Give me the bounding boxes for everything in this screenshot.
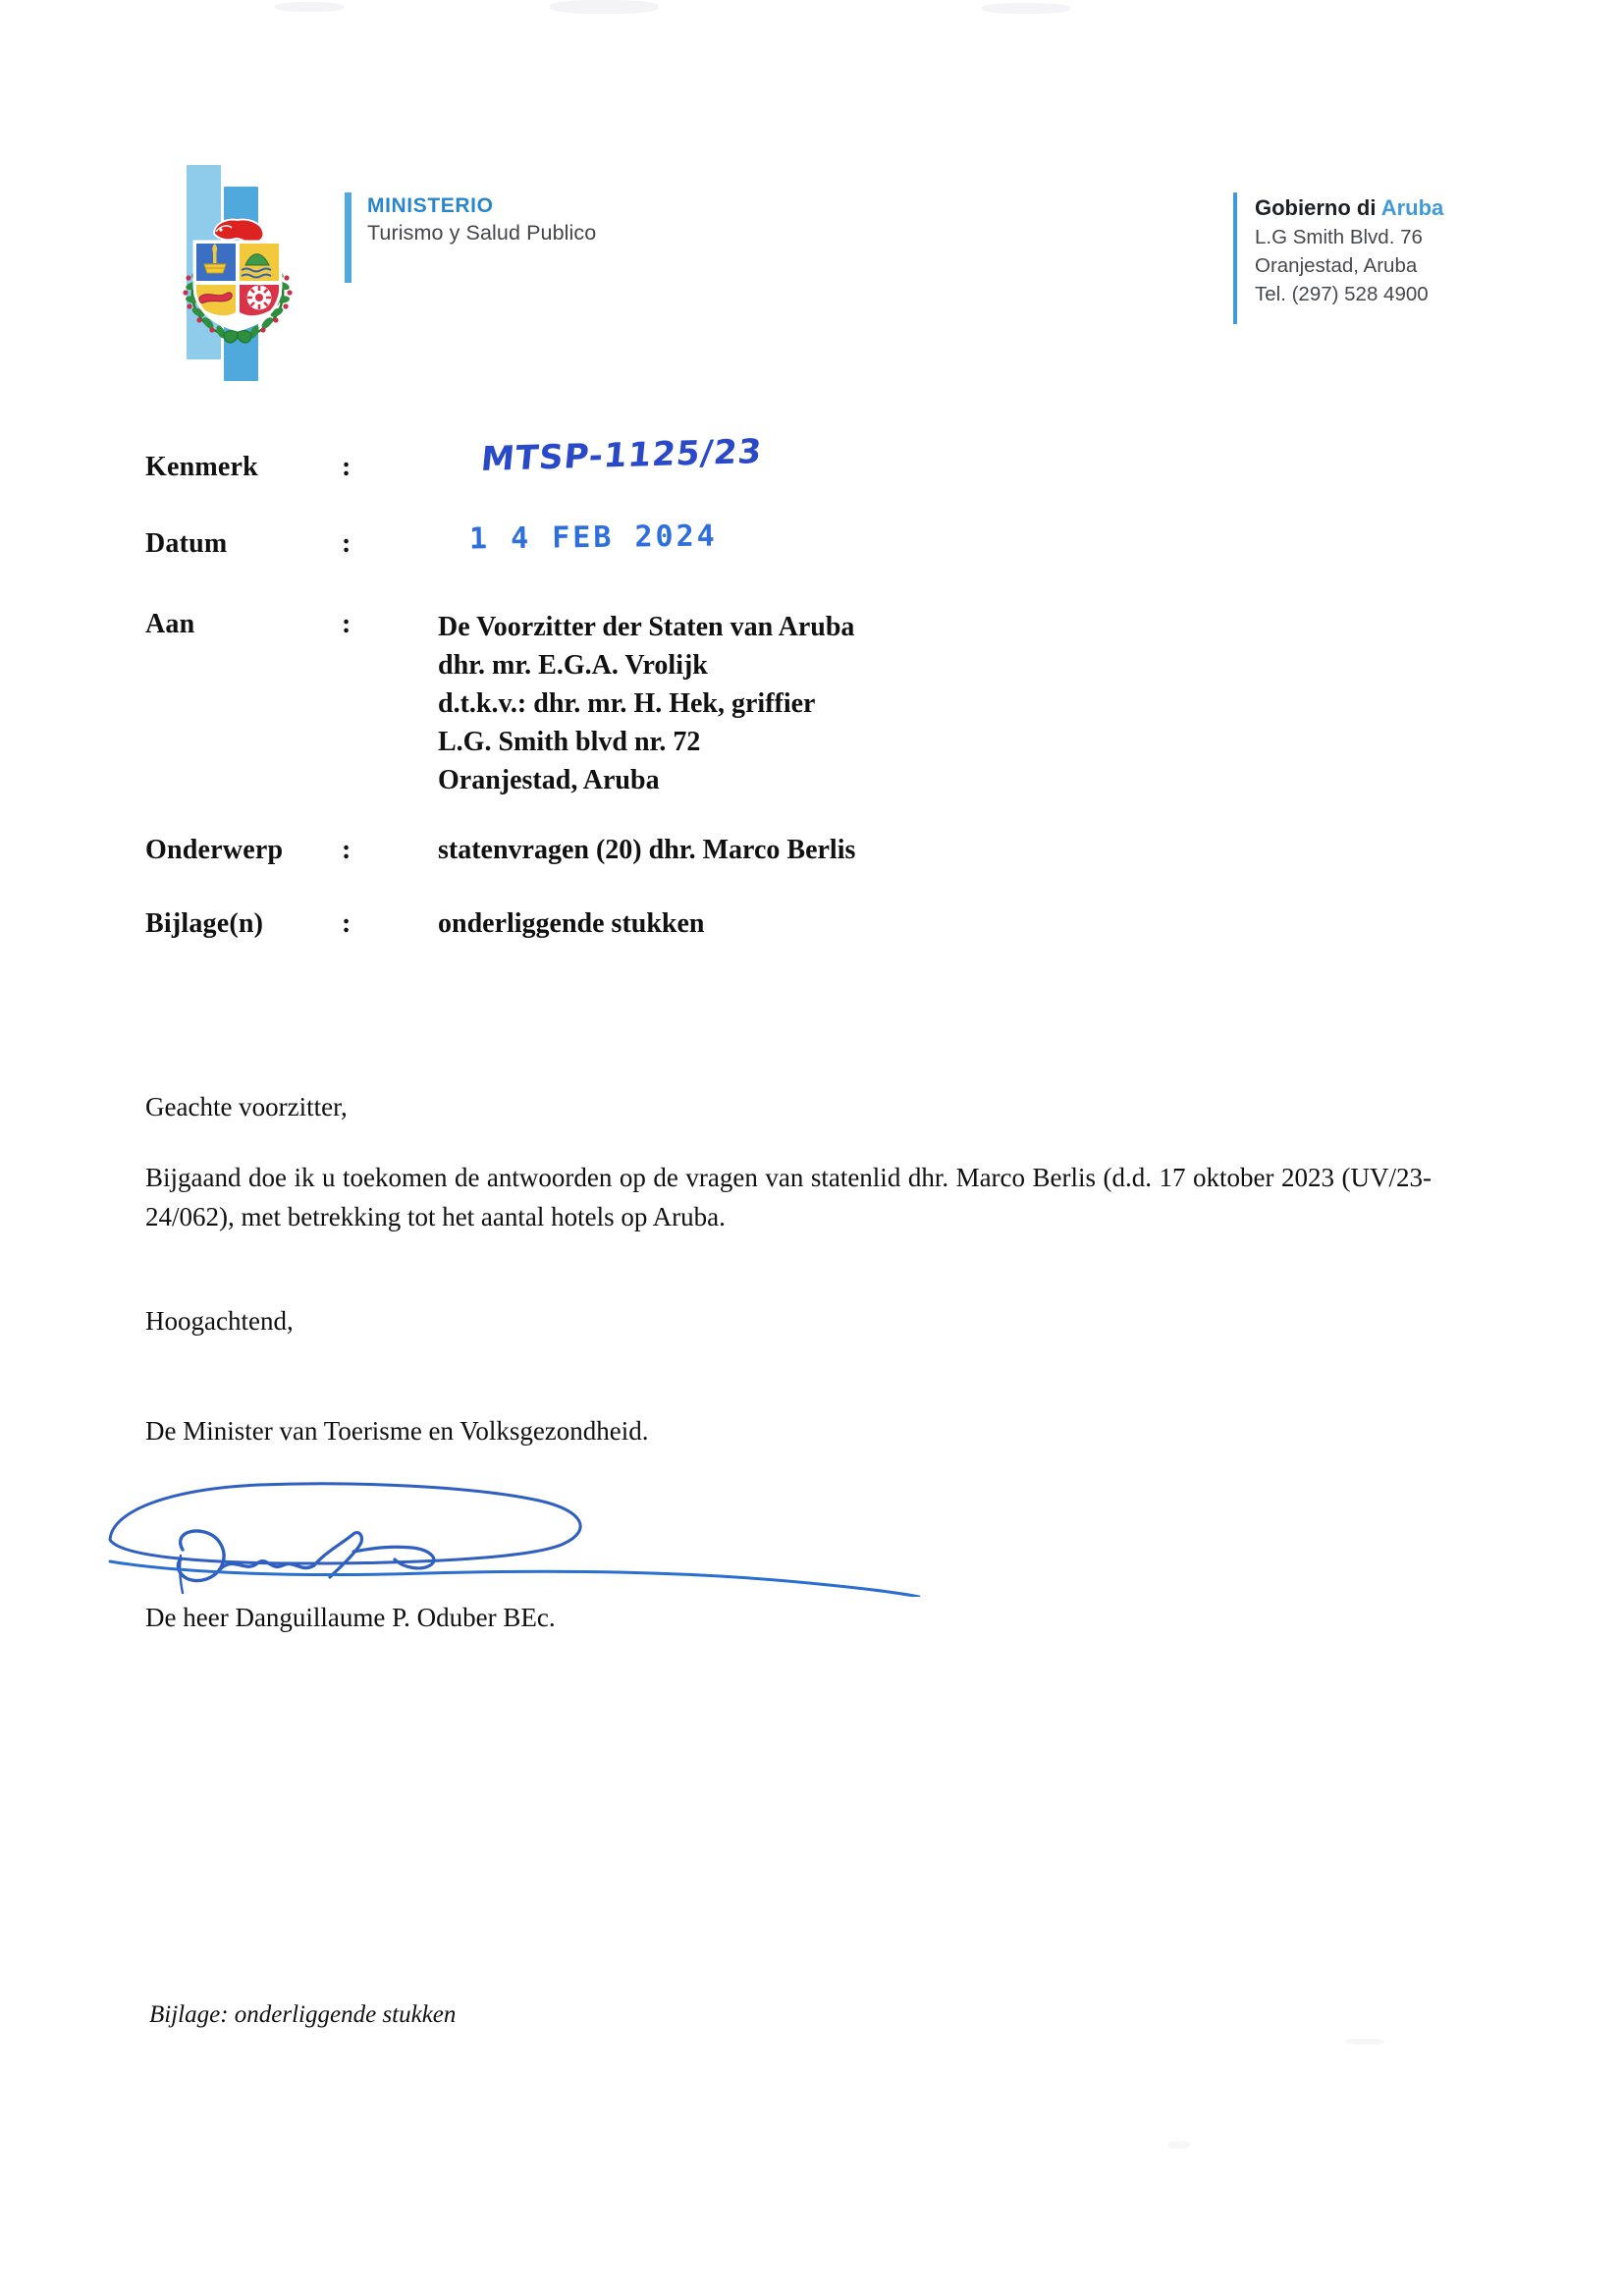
government-address-line-1: L.G Smith Blvd. 76 [1255, 225, 1423, 248]
bijlage-value: onderliggende stukken [438, 908, 705, 939]
bijlage-label: Bijlage(n) [145, 908, 264, 939]
bijlage-colon: : [342, 908, 351, 939]
ministry-department: Turismo y Salud Publico [367, 221, 597, 246]
scan-artifact [1345, 2039, 1384, 2045]
onderwerp-label: Onderwerp [145, 835, 284, 865]
salutation: Geachte voorzitter, [145, 1092, 348, 1121]
letterhead [0, 0, 1622, 432]
aan-line-2: dhr. mr. E.G.A. Vrolijk [438, 649, 708, 681]
scan-artifact [1168, 2141, 1190, 2149]
government-accent-rule [1233, 192, 1237, 324]
handwritten-signature [102, 1479, 966, 1597]
signer-title: De Minister van Toerisme en Volksgezondheid. [145, 1416, 649, 1446]
ministry-logo-block [175, 165, 725, 420]
onderwerp-value: statenvragen (20) dhr. Marco Berlis [438, 835, 856, 865]
aan-line-3: d.t.k.v.: dhr. mr. H. Hek, griffier [438, 687, 816, 719]
ministry-name: MINISTERIO [367, 194, 494, 217]
aruba-coat-of-arms-icon [175, 208, 300, 346]
ministry-accent-rule [345, 192, 351, 283]
kenmerk-label: Kenmerk [145, 452, 258, 482]
body-paragraph: Bijgaand doe ik u toekomen de antwoorden op de vragen van statenlid dhr. Marco Berlis (d.d. 17 oktober 2023 (UV/23-24/062), met betrekking tot het aantal hotels op Aruba. [145, 1163, 1432, 1231]
government-title-prefix: Gobierno di [1255, 195, 1381, 220]
onderwerp-colon: : [342, 835, 351, 865]
government-address-text [1255, 194, 1443, 308]
closing-line: Hoogachtend, [145, 1306, 294, 1336]
government-phone: Tel. (297) 528 4900 [1255, 282, 1429, 305]
ministry-wordmark [367, 194, 596, 246]
aan-colon: : [342, 609, 351, 639]
datum-stamped-value: 1 4 FEB 2024 [468, 519, 718, 557]
signer-name: De heer Danguillaume P. Oduber BEc. [145, 1603, 556, 1632]
kenmerk-colon: : [342, 452, 351, 482]
aan-address-lines [438, 609, 854, 800]
government-title-accent: Aruba [1380, 195, 1444, 220]
government-title [1255, 194, 1443, 223]
letter-body [145, 1088, 1432, 1231]
enclosure-note: Bijlage: onderliggende stukken [149, 2001, 457, 2028]
datum-colon: : [342, 528, 351, 559]
aan-line-1: De Voorzitter der Staten van Aruba [438, 612, 855, 642]
kenmerk-handwritten-value: MTSP-1125/23 [479, 431, 765, 480]
aan-line-5: Oranjestad, Aruba [438, 764, 660, 795]
aan-line-4: L.G. Smith blvd nr. 72 [438, 726, 701, 757]
aan-label: Aan [145, 609, 195, 639]
datum-label: Datum [145, 528, 228, 559]
government-address-line-2: Oranjestad, Aruba [1255, 253, 1418, 277]
